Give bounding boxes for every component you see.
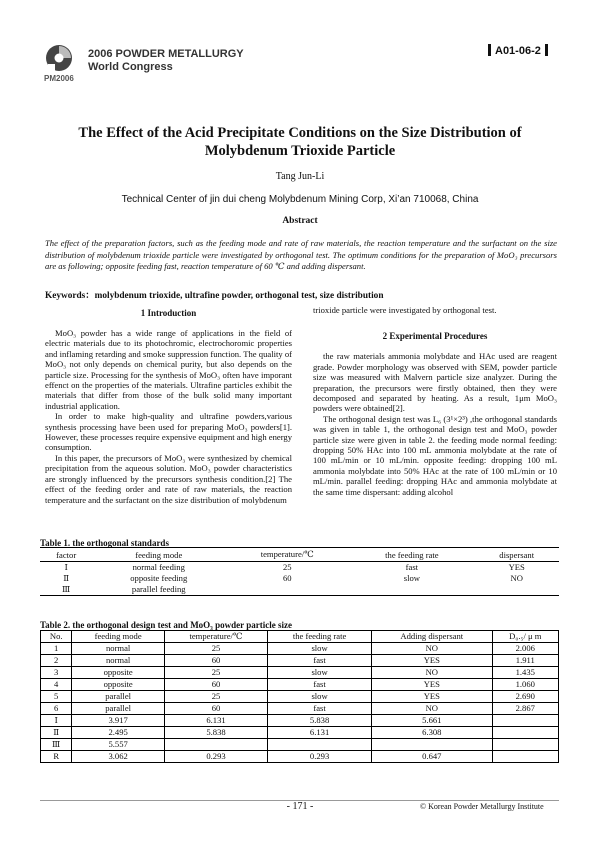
table2-cell: 25 bbox=[164, 667, 267, 679]
pm2006-logo-icon bbox=[44, 43, 74, 75]
intro-paragraph-2: In order to make high-quality and ultrafine powders,various synthesis processing have been used for preparing MoO₃ powders[1]. However, these processes require expensive equipment and high energy consumption. bbox=[45, 411, 292, 453]
paper-code bbox=[484, 44, 552, 57]
table2-cell: NO bbox=[372, 667, 493, 679]
table1-header: dispersant bbox=[474, 548, 559, 562]
table2-cell: 60 bbox=[164, 703, 267, 715]
table2-cell: fast bbox=[268, 703, 372, 715]
table2-cell: 25 bbox=[164, 643, 267, 655]
table2-header: D₀.₅/ μ m bbox=[492, 631, 558, 643]
table1-header: the feeding rate bbox=[349, 548, 474, 562]
table2-cell: YES bbox=[372, 655, 493, 667]
table2-row bbox=[41, 691, 559, 703]
intro-heading: 1 Introduction bbox=[140, 308, 197, 318]
table2-row bbox=[41, 715, 559, 727]
table1-cell: opposite feeding bbox=[130, 573, 188, 583]
table2-cell: 5.661 bbox=[372, 715, 493, 727]
table1-cell: parallel feeding bbox=[92, 584, 225, 596]
abstract-text: The effect of the preparation factors, such as the feeding mode and rate of raw materials, the reaction temperature and the surfactant on the size distribution of molybdenum trioxide particle were investigated by orthogonal test. The optimum conditions for the preparation of MoO₃ precursors are as following; opposite feeding fast, reaction temperature of 60 ℃ and adding dispersant. bbox=[45, 238, 557, 272]
table2-row bbox=[41, 751, 559, 763]
table1-cell: 60 bbox=[282, 573, 292, 583]
table2-row bbox=[41, 655, 559, 667]
table2-cell: 3.917 bbox=[72, 715, 165, 727]
table1 bbox=[40, 547, 559, 596]
table2-cell: 5 bbox=[41, 691, 72, 703]
abstract-heading: Abstract bbox=[282, 216, 318, 226]
table1-cell bbox=[225, 584, 349, 596]
table2-cell: Ⅲ bbox=[41, 739, 72, 751]
table1-cell: Ⅰ bbox=[64, 562, 68, 572]
table2-cell: 5.838 bbox=[268, 715, 372, 727]
table2-row bbox=[41, 727, 559, 739]
table2-cell: 6.308 bbox=[372, 727, 493, 739]
paper-code-text: A01-06-2 bbox=[495, 45, 541, 57]
table2-cell: 1.911 bbox=[492, 655, 558, 667]
table2-cell bbox=[492, 739, 558, 751]
table2-cell: normal bbox=[72, 643, 165, 655]
table2-header: feeding mode bbox=[72, 631, 165, 643]
table2-cell: slow bbox=[268, 691, 372, 703]
table2-cell: fast bbox=[268, 679, 372, 691]
table2-cell: Ⅰ bbox=[41, 715, 72, 727]
conference-line1: 2006 POWDER METALLURGY bbox=[88, 48, 244, 60]
table1-cell: YES bbox=[508, 562, 525, 572]
table2-header: temperature/℃ bbox=[164, 631, 267, 643]
title-line1: The Effect of the Acid Precipitate Conditions on the Size Distribution of bbox=[78, 125, 522, 141]
table1-header-row bbox=[40, 548, 559, 562]
table1-header: factor bbox=[40, 548, 92, 562]
table2-header: Adding dispersant bbox=[372, 631, 493, 643]
table2-cell bbox=[492, 751, 558, 763]
title-line2: Molybdenum Trioxide Particle bbox=[204, 143, 396, 159]
table1-caption: Table 1. the orthogonal standards bbox=[40, 538, 169, 548]
intro-paragraph-3: In this paper, the precursors of MoO₃ were synthesized by chemical precipitation from the aqueous solution. MoO₃ powder characteristics are strongly influenced by the precursors synthesis condition.[2] The effect of the feeding order and rate of raw materials, the reaction temperature and the surfactant on the size distribution of molybdenum bbox=[45, 452, 292, 505]
table1-cell: fast bbox=[405, 562, 419, 572]
keywords bbox=[45, 287, 557, 301]
table2-cell bbox=[164, 739, 267, 751]
table2-cell: Ⅱ bbox=[41, 727, 72, 739]
paper-title bbox=[40, 124, 560, 160]
table2-cell: slow bbox=[268, 643, 372, 655]
table1-row bbox=[40, 562, 559, 574]
logo-text: PM2006 bbox=[44, 74, 74, 83]
table1-cell: slow bbox=[403, 573, 420, 583]
table2 bbox=[40, 630, 559, 763]
conference-name bbox=[88, 48, 244, 74]
table1-cell: 25 bbox=[282, 562, 292, 572]
table1-cell: NO bbox=[510, 573, 523, 583]
table2-cell: 5.557 bbox=[72, 739, 165, 751]
table2-cell: slow bbox=[268, 667, 372, 679]
experimental-paragraph-2: The orthogonal design test was L₆ (3¹×2³) ,the orthogonal standards was given in table 1, the orthogonal design test and MoO₃ powder particle size were given in table 2. the feeding mode normal feeding: dropping 50% HAc into 100 mL ammonia molybdate at the rate of 100 mL/min or 10 mL/min. opposite feeding: dropping 100 mL ammonia molybdate into 50% HAc at the rate of 100 mL/min or 10 mL/min. parallel feeding: dropping HAc and ammonia molybdate at the same time dispersant: adding alcohol bbox=[313, 413, 557, 497]
table2-cell bbox=[492, 715, 558, 727]
table2-header: No. bbox=[41, 631, 72, 643]
table2-cell: normal bbox=[72, 655, 165, 667]
table2-cell bbox=[268, 739, 372, 751]
experimental-heading: 2 Experimental Procedures bbox=[382, 331, 488, 342]
table2-cell: 5.838 bbox=[164, 727, 267, 739]
table2-cell: 60 bbox=[164, 655, 267, 667]
code-bar-right bbox=[545, 44, 548, 56]
table2-cell: 4 bbox=[41, 679, 72, 691]
table2-cell: 2 bbox=[41, 655, 72, 667]
table2-cell: 0.647 bbox=[372, 751, 493, 763]
table1-cell: Ⅱ bbox=[63, 573, 70, 583]
table2-row bbox=[41, 679, 559, 691]
left-column bbox=[45, 305, 292, 505]
table1-row bbox=[40, 573, 559, 584]
table1-cell: Ⅲ bbox=[40, 584, 92, 596]
table2-cell: 3.062 bbox=[72, 751, 165, 763]
copyright: © Korean Powder Metallurgy Institute bbox=[420, 802, 544, 811]
author: Tang Jun-Li bbox=[275, 171, 325, 182]
table2-cell: NO bbox=[372, 703, 493, 715]
table2-cell: 1.435 bbox=[492, 667, 558, 679]
table2-cell: 2.867 bbox=[492, 703, 558, 715]
table2-row bbox=[41, 739, 559, 751]
code-bar-left bbox=[488, 44, 491, 56]
table2-cell: NO bbox=[372, 643, 493, 655]
table2-row bbox=[41, 643, 559, 655]
table1-row bbox=[40, 584, 559, 596]
table2-cell: opposite bbox=[72, 667, 165, 679]
table2-cell: fast bbox=[268, 655, 372, 667]
right-column bbox=[313, 305, 557, 497]
table2-cell bbox=[492, 727, 558, 739]
table1-header: temperature/℃ bbox=[225, 548, 349, 562]
table2-cell: 2.690 bbox=[492, 691, 558, 703]
table2-cell: 3 bbox=[41, 667, 72, 679]
table1-cell bbox=[349, 584, 474, 596]
table2-cell: 6 bbox=[41, 703, 72, 715]
table2-cell: YES bbox=[372, 691, 493, 703]
table2-row bbox=[41, 703, 559, 715]
table2-cell: 0.293 bbox=[164, 751, 267, 763]
table2-row bbox=[41, 667, 559, 679]
table2-cell: parallel bbox=[72, 703, 165, 715]
intro-continuation: trioxide particle were investigated by orthogonal test. bbox=[313, 305, 497, 315]
table2-caption: Table 2. the orthogonal design test and MoO₃ powder particle size bbox=[40, 620, 292, 630]
experimental-paragraph-1: the raw materials ammonia molybdate and HAc used are reagent grade. Powder morphology was observed with SEM, powder particle size was measured with Malvern particle size analyzer. During the preparation, the precursors were firstly obtained, then they were decomposed and separated by heating. As a result, 1μm MoO₃ powders were obtained[2]. bbox=[313, 351, 557, 414]
table2-cell: 0.293 bbox=[268, 751, 372, 763]
table2-cell: 60 bbox=[164, 679, 267, 691]
table1-header: feeding mode bbox=[92, 548, 225, 562]
table2-cell: YES bbox=[372, 679, 493, 691]
intro-paragraph-1: MoO₃ powder has a wide range of applications in the field of electric materials due to its photochromic, electrochoromic properties and inflaming retarding and smoke suppression function. The quality of MoO₃ not only depends on chemical purity, but also depends on the particle size. Processing for the synthesis of MoO₃ often have imporant effenct on the properties of the materials. Ultrafine particles exhibit the materials that differ from those of the bulk solid many important industrial application. bbox=[45, 328, 292, 411]
table2-cell: 1 bbox=[41, 643, 72, 655]
table2-cell: 6.131 bbox=[268, 727, 372, 739]
table2-header: the feeding rate bbox=[268, 631, 372, 643]
keywords-label: Keywords： bbox=[45, 291, 95, 301]
table2-cell: 2.495 bbox=[72, 727, 165, 739]
table2-cell bbox=[372, 739, 493, 751]
conference-line2: World Congress bbox=[88, 61, 173, 73]
table2-cell: opposite bbox=[72, 679, 165, 691]
keywords-text: molybdenum trioxide, ultrafine powder, orthogonal test, size distribution bbox=[94, 291, 384, 301]
table2-cell: 25 bbox=[164, 691, 267, 703]
table2-header-row bbox=[41, 631, 559, 643]
page-number: - 171 - bbox=[286, 801, 314, 812]
table2-cell: 6.131 bbox=[164, 715, 267, 727]
table1-cell: normal feeding bbox=[132, 562, 185, 572]
table2-cell: 2.006 bbox=[492, 643, 558, 655]
table2-cell: parallel bbox=[72, 691, 165, 703]
table2-cell: R bbox=[41, 751, 72, 763]
affiliation: Technical Center of jin dui cheng Molybdenum Mining Corp, Xi’an 710068, China bbox=[121, 194, 479, 205]
table1-cell bbox=[474, 584, 559, 596]
table2-cell: 1.060 bbox=[492, 679, 558, 691]
